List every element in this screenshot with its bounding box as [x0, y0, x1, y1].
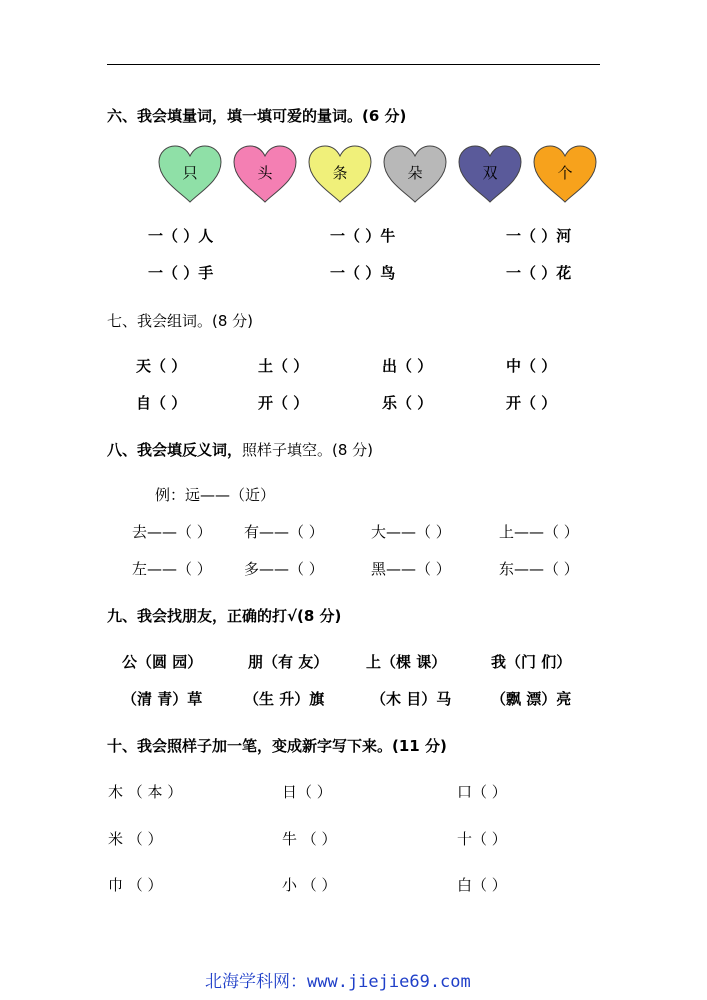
- s7-item: 出（ ）: [382, 357, 433, 375]
- s9-item: （飘 漂）亮: [491, 690, 572, 708]
- s9-item: 朋（有 友）: [248, 653, 329, 671]
- s9-item: （生 升）旗: [244, 690, 325, 708]
- s7-item: 自（ ）: [136, 394, 187, 412]
- section-7-title: 七、我会组词。(8 分): [107, 312, 254, 330]
- s7-item: 乐（ ）: [382, 394, 433, 412]
- s10-item: 口（ ）: [457, 783, 507, 801]
- section-8-title: 八、我会填反义词，照样子填空。(8 分): [107, 441, 374, 459]
- s9-item: 上（棵 课）: [366, 653, 447, 671]
- s6-item: 一（ ）手: [148, 264, 214, 282]
- s10-item: 白（ ）: [457, 876, 507, 894]
- s9-item: （清 青）草: [122, 690, 203, 708]
- s8-item: 大——（ ）: [371, 523, 451, 541]
- section-10-title: 十、我会照样子加一笔，变成新字写下来。(11 分): [107, 737, 447, 755]
- s7-item: 天（ ）: [136, 357, 187, 375]
- heart-tou: 头: [233, 145, 297, 203]
- s6-item: 一（ ）河: [506, 227, 572, 245]
- s10-item: 木 （ 本 ）: [108, 783, 183, 801]
- heart-tiao: 条: [308, 145, 372, 203]
- heart-ge: 个: [533, 145, 597, 203]
- footer-site-name: 北海学科网：: [205, 972, 307, 992]
- s8-item: 有——（ ）: [244, 523, 324, 541]
- s8-item: 上——（ ）: [499, 523, 579, 541]
- s8-item: 多——（ ）: [244, 560, 324, 578]
- s7-item: 土（ ）: [258, 357, 309, 375]
- measure-word-hearts: [158, 145, 598, 205]
- top-rule: [107, 64, 600, 65]
- s10-item: 十（ ）: [457, 830, 507, 848]
- heart-duo: 朵: [383, 145, 447, 203]
- section-6-title: 六、我会填量词，填一填可爱的量词。(6 分): [107, 107, 407, 125]
- s6-item: 一（ ）人: [148, 227, 214, 245]
- s10-item: 米 （ ）: [108, 830, 163, 848]
- heart-zhi: 只: [158, 145, 222, 203]
- s9-item: 公（圆 园）: [122, 653, 203, 671]
- s7-item: 开（ ）: [506, 394, 557, 412]
- section-9-title: 九、我会找朋友，正确的打√(8 分): [107, 607, 342, 625]
- s8-item: 黑——（ ）: [371, 560, 451, 578]
- s9-item: （木 目）马: [371, 690, 452, 708]
- s10-item: 牛 （ ）: [282, 830, 337, 848]
- s10-item: 日（ ）: [282, 783, 332, 801]
- s6-item: 一（ ）花: [506, 264, 572, 282]
- heart-shuang: 双: [458, 145, 522, 203]
- s8-example: 例：远——（近）: [155, 486, 276, 504]
- s8-item: 左——（ ）: [132, 560, 212, 578]
- s10-item: 小 （ ）: [282, 876, 337, 894]
- s7-item: 开（ ）: [258, 394, 309, 412]
- s6-item: 一（ ）鸟: [330, 264, 396, 282]
- s9-item: 我（门 们）: [491, 653, 572, 671]
- footer-url[interactable]: www.jiejie69.com: [307, 972, 471, 992]
- s7-item: 中（ ）: [506, 357, 557, 375]
- s8-item: 东——（ ）: [499, 560, 579, 578]
- s6-item: 一（ ）牛: [330, 227, 396, 245]
- s8-item: 去——（ ）: [132, 523, 212, 541]
- s10-item: 巾 （ ）: [108, 876, 163, 894]
- footer: [205, 967, 471, 992]
